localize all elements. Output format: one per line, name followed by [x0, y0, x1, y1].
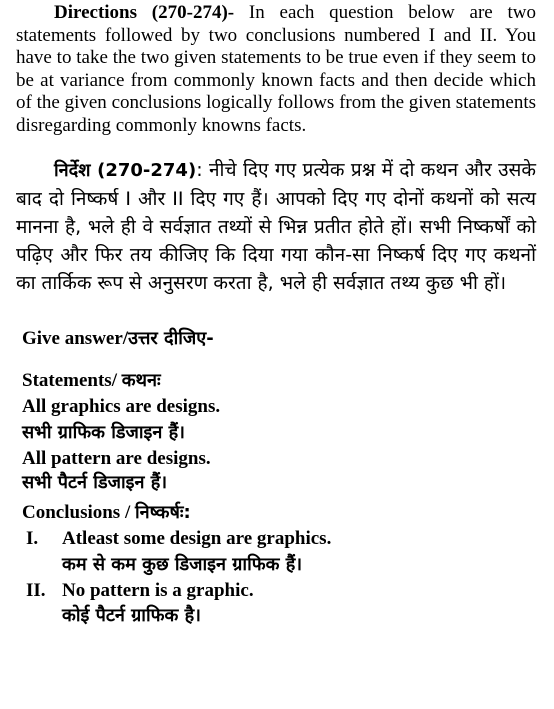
statement-2-hi: सभी पैटर्न डिजाइन हैं। — [22, 472, 168, 493]
conclusion-1-number: I. — [26, 528, 39, 549]
directions-text: In each question below are two statements followed by two conclusions numbered I and II. You have to take the two given statements to be true even if they seem to be at variance from commonly known facts and then decide which of the given conclusions logically follows from the given statements disregarding commonly knowns facts. — [16, 2, 536, 136]
directions-label: Directions (270-274)- — [54, 2, 235, 23]
nirdesh-label: निर्देश (270-274) — [54, 160, 197, 181]
statements-heading-hi: कथनः — [121, 370, 161, 391]
conclusions-heading-en: Conclusions / — [22, 502, 135, 523]
conclusion-2-en: No pattern is a graphic. — [62, 580, 254, 601]
statements-heading — [22, 368, 161, 392]
conclusions-heading-hi: निष्कर्षः: — [134, 502, 191, 523]
statements-heading-en: Statements/ — [22, 370, 122, 391]
statement-1-en: All graphics are designs. — [22, 396, 221, 417]
conclusion-1-hi: कम से कम कुछ डिजाइन ग्राफिक हैं। — [62, 554, 303, 575]
statement-1-hi: सभी ग्राफिक डिजाइन हैं। — [22, 422, 185, 443]
conclusion-2-hi: कोई पैटर्न ग्राफिक है। — [62, 605, 201, 626]
conclusion-2-number: II. — [26, 580, 46, 601]
conclusions-heading — [22, 500, 191, 524]
give-answer-hi: उत्तर दीजिए- — [128, 328, 214, 349]
directions-paragraph — [16, 2, 536, 138]
statement-2-en: All pattern are designs. — [22, 448, 211, 469]
give-answer-line — [22, 326, 214, 350]
conclusion-1-en: Atleast some design are graphics. — [62, 528, 332, 549]
give-answer-en: Give answer/ — [22, 328, 129, 349]
nirdesh-paragraph — [16, 156, 536, 297]
nirdesh-text: : नीचे दिए गए प्रत्येक प्रश्न में दो कथन और उसके बाद दो निष्कर्ष I और II दिए गए हैं। आपको दिए गए दोनों कथनों को सत्य मानना है, भले ही वे सर्वज्ञात तथ्यों से भिन्न प्रतीत होते हों। सभी निष्कर्षों को पढ़िए और फिर तय कीजिए कि दिया गया कौन-सा निष्कर्ष दिए गए कथनों का तार्किक रूप से अनुसरण करता है, भले ही सर्वज्ञात तथ्य कुछ भी हों। — [16, 159, 536, 294]
